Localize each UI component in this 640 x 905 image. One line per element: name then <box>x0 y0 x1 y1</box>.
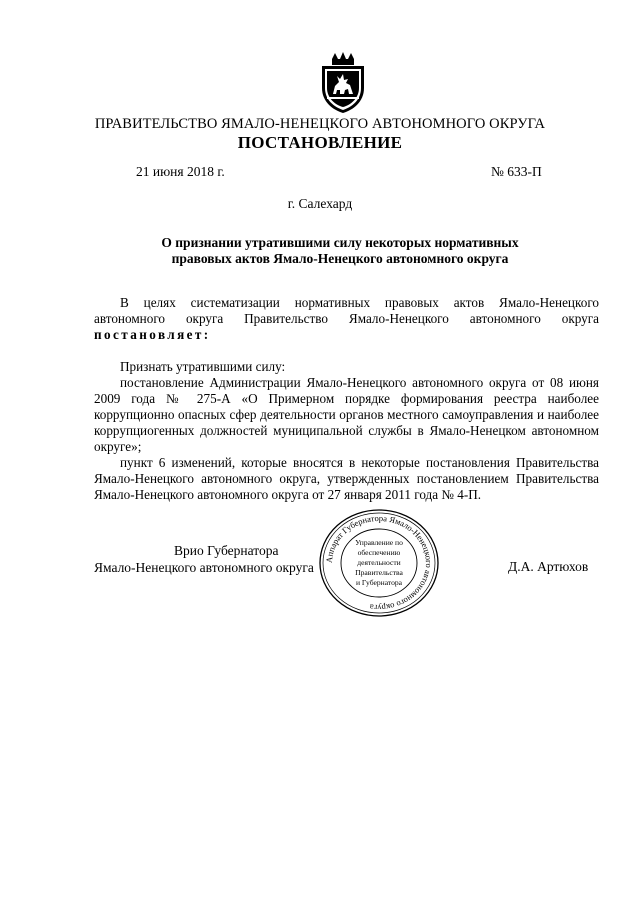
signatory-title-line: Ямало-Ненецкого автономного округа <box>94 560 314 575</box>
stamp-center-line: деятельности <box>357 558 401 567</box>
stamp-center-line: и Губернатора <box>355 578 403 587</box>
stamp-ring-text: Аппарат Губернатора Ямало-Ненецкого автономного округа <box>323 512 435 614</box>
resolve-word: постановляет: <box>94 327 211 342</box>
document-title-line: О признании утратившими силу некоторых нормативных <box>161 235 519 250</box>
document-body <box>94 295 599 503</box>
document-type: ПОСТАНОВЛЕНИЕ <box>237 133 403 152</box>
list-item: пункт 6 изменений, которые вносятся в некоторые постановления Правительства Ямало-Ненецкого автономного округа, утвержденных постановлением Правительства Ямало-Ненецкого автономного округа от 27 января 2011 года № 4-П. <box>94 455 599 502</box>
stamp-center-line: Правительства <box>355 568 403 577</box>
stamp-center-line: обеспечению <box>357 548 401 557</box>
document-date: 21 июня 2018 г. <box>136 164 225 179</box>
document-title <box>120 235 560 267</box>
signatory-name: Д.А. Артюхов <box>508 559 589 574</box>
stamp-center-line: Управление по <box>355 538 403 547</box>
list-item: постановление Администрации Ямало-Ненецкого автономного округа от 08 июня 2009 года № 275-А «О Примерном порядке формирования реестра наиболее коррупционно опасных сфер деятельности органов местного самоуправления и наиболее коррупциогенных должностей муниципальной службы в Ямало-Ненецком автономном округе»; <box>94 375 599 454</box>
intro-paragraph: Признать утратившими силу: <box>120 359 286 374</box>
preamble-text: В целях систематизации нормативных правовых актов Ямало-Ненецкого автономного округа Правительство Ямало-Ненецкого автономного округа <box>94 295 599 326</box>
coat-of-arms-icon <box>318 52 368 114</box>
signatory-title-line: Врио Губернатора <box>174 543 279 558</box>
document-city: г. Салехард <box>287 196 353 211</box>
document-title-line: правовых актов Ямало-Ненецкого автономного округа <box>171 251 509 266</box>
official-stamp <box>318 508 440 618</box>
preamble-paragraph <box>94 295 599 343</box>
document-number: № 633-П <box>491 164 542 179</box>
organization-name: ПРАВИТЕЛЬСТВО ЯМАЛО-НЕНЕЦКОГО АВТОНОМНОГО ОКРУГА <box>94 116 546 132</box>
